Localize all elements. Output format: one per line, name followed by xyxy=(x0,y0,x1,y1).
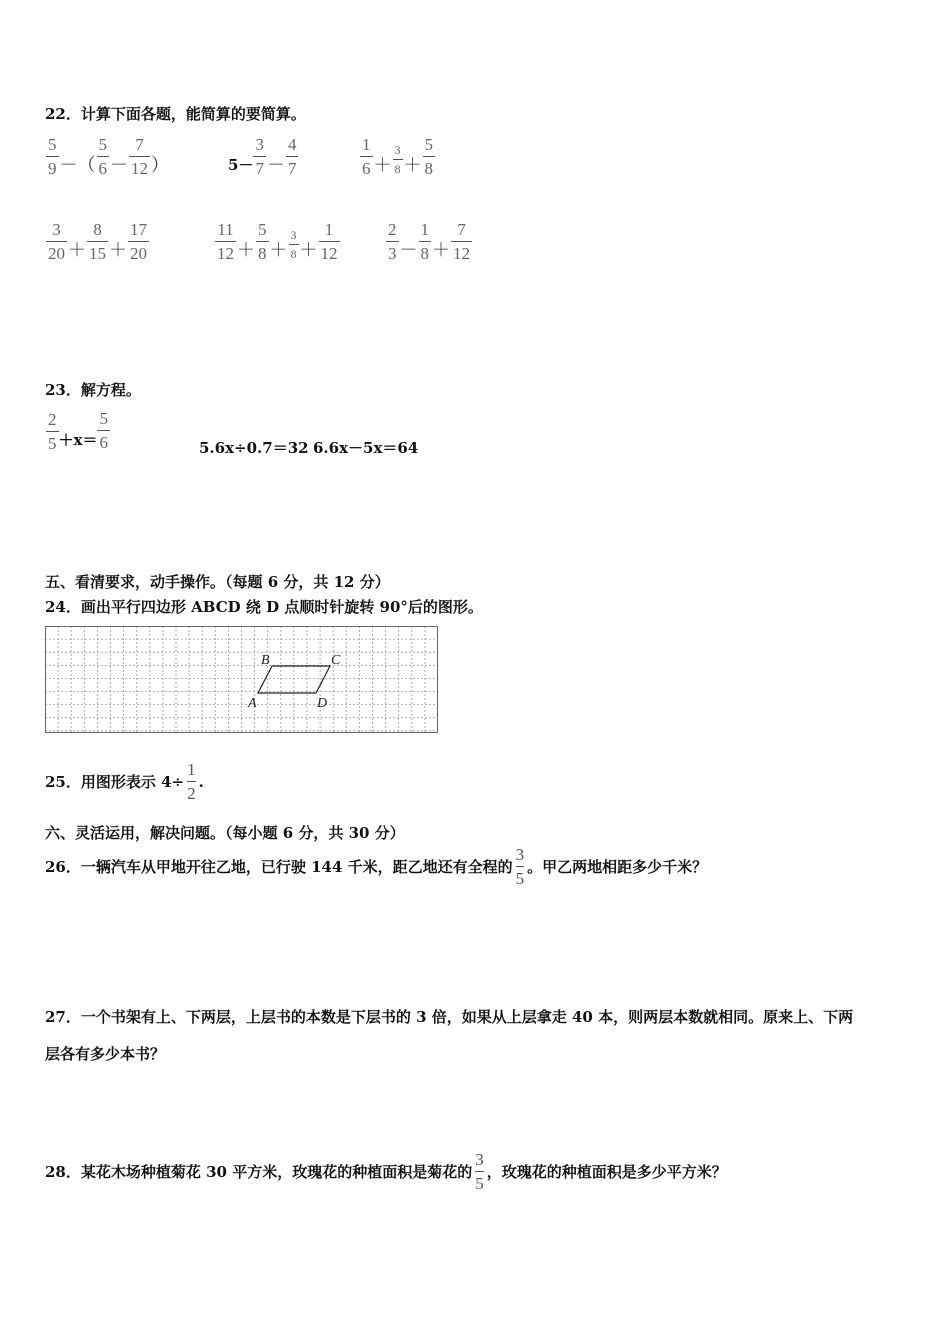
question-27-line-2: 层各有多少本书？ xyxy=(45,1045,166,1063)
fraction: $\frac{5}{8}$ xyxy=(258,220,267,263)
fraction: $\frac{5}{6}$ xyxy=(98,135,107,178)
point-label-a: A xyxy=(248,696,257,711)
fraction: $\frac{3}{8}$ xyxy=(290,228,297,261)
fraction: $\frac{5}{8}$ xyxy=(424,135,433,178)
grid-svg xyxy=(45,626,438,733)
question-27-line-1: 27．一个书架有上、下两层，上层书的本数是下层书的 3 倍，如果从上层拿走 40 本，则两层本数就相同。原来上、下两 xyxy=(45,1008,854,1026)
fraction: $\frac{1}{2}$ xyxy=(187,760,196,803)
fraction: $\frac{8}{15}$ xyxy=(89,220,106,263)
q22-expression-2: 5－ $\frac{3}{7}$ － $\frac{4}{7}$ xyxy=(228,135,297,178)
point-label-d: D xyxy=(317,696,328,711)
q22-expression-6: $\frac{2}{3}$ － $\frac{1}{8}$ ＋ $\frac{7}{12}$ xyxy=(388,220,470,263)
fraction: $\frac{5}{6}$ xyxy=(99,409,108,452)
fraction: $\frac{3}{8}$ xyxy=(394,143,401,176)
point-label-c: C xyxy=(331,653,341,668)
fraction: $\frac{1}{6}$ xyxy=(362,135,371,178)
fraction: $\frac{17}{20}$ xyxy=(130,220,147,263)
q22-expression-1: $\frac{5}{9}$ －（ $\frac{5}{6}$ － $\frac{7}{12}$ ） xyxy=(48,135,169,178)
question-22-title: 22．计算下面各题，能简算的要简算。 xyxy=(45,105,306,123)
question-23-title: 23．解方程。 xyxy=(45,381,141,399)
section-6-heading: 六、灵活运用，解决问题。（每小题 6 分，共 30 分） xyxy=(45,824,405,842)
question-26: 26．一辆汽车从甲地开往乙地，已行驶 144 千米，距乙地还有全程的 $\frac{3}{5}$ 。甲乙两地相距多少千米？ xyxy=(45,845,708,888)
question-24-title: 24．画出平行四边形 ABCD 绕 D 点顺时针旋转 90°后的图形。 xyxy=(45,598,483,616)
fraction: $\frac{7}{12}$ xyxy=(453,220,470,263)
fraction: $\frac{11}{12}$ xyxy=(217,220,234,263)
grid-figure xyxy=(45,626,438,733)
q22-expression-5: $\frac{11}{12}$ ＋ $\frac{5}{8}$ ＋ $\frac{3}{8}$ ＋ $\frac{1}{12}$ xyxy=(217,220,338,263)
fraction: $\frac{3}{20}$ xyxy=(48,220,65,263)
q23-equation-1: $\frac{2}{5}$ ＋x＝ $\frac{5}{6}$ xyxy=(48,409,108,453)
fraction: $\frac{3}{5}$ xyxy=(475,1150,484,1193)
point-label-b: B xyxy=(261,653,270,668)
fraction: $\frac{7}{12}$ xyxy=(131,135,148,178)
fraction: $\frac{1}{8}$ xyxy=(420,220,429,263)
fraction: $\frac{2}{5}$ xyxy=(48,410,57,453)
fraction: $\frac{2}{3}$ xyxy=(388,220,397,263)
section-5-heading: 五、看清要求，动手操作。（每题 6 分，共 12 分） xyxy=(45,573,390,591)
q23-equation-3: 6.6x－5x＝64 xyxy=(313,439,419,457)
question-25: 25．用图形表示 4÷ $\frac{1}{2}$ . xyxy=(45,760,204,803)
fraction: $\frac{1}{12}$ xyxy=(320,220,338,263)
q22-expression-3: $\frac{1}{6}$ ＋ $\frac{3}{8}$ ＋ $\frac{5}{8}$ xyxy=(362,135,433,178)
fraction: $\frac{3}{7}$ xyxy=(255,135,264,178)
question-28: 28．某花木场种植菊花 30 平方米，玫瑰花的种植面积是菊花的 $\frac{3}{5}$ ，玫瑰花的种植面积是多少平方米？ xyxy=(45,1150,727,1193)
fraction: $\frac{5}{9}$ xyxy=(48,135,57,178)
q22-expression-4: $\frac{3}{20}$ ＋ $\frac{8}{15}$ ＋ $\frac{17}{20}$ xyxy=(48,220,147,263)
q23-equation-2: 5.6x÷0.7＝32 xyxy=(199,439,309,457)
fraction: $\frac{3}{5}$ xyxy=(515,845,525,888)
fraction: $\frac{4}{7}$ xyxy=(287,135,297,178)
